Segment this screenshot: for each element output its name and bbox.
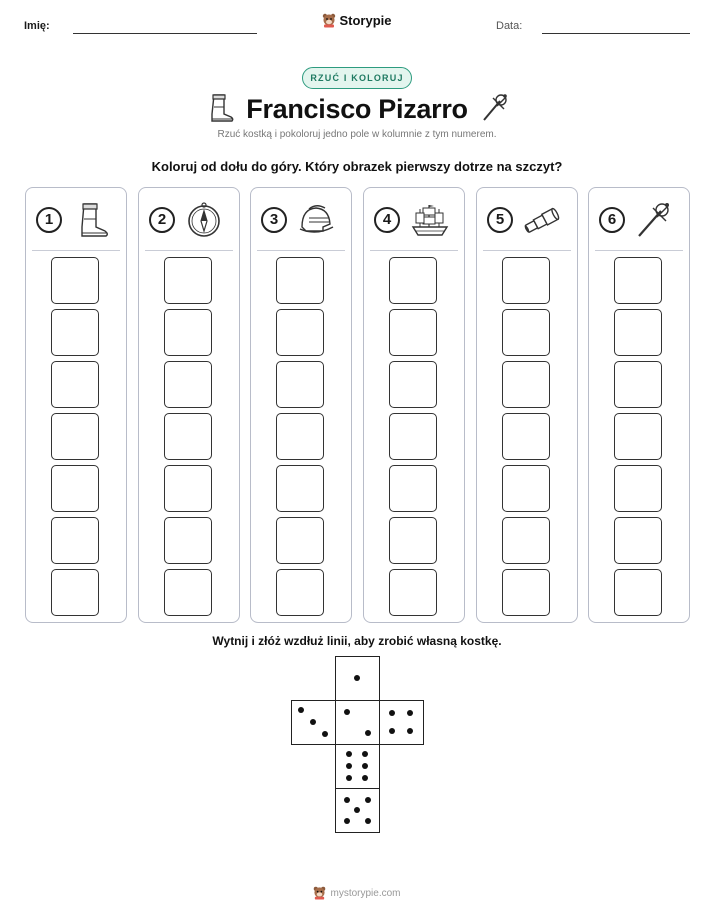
dice-pip	[365, 818, 371, 824]
coloring-cell[interactable]	[164, 257, 212, 304]
coloring-cell[interactable]	[614, 361, 662, 408]
column-3	[250, 187, 352, 623]
coloring-cell[interactable]	[389, 465, 437, 512]
dice-pip	[344, 709, 350, 715]
brand-name: Storypie	[339, 13, 392, 28]
footer	[0, 886, 714, 905]
column-header	[251, 188, 351, 250]
dice-pip	[310, 719, 316, 725]
ship-icon	[408, 200, 450, 240]
coloring-cell[interactable]	[276, 309, 324, 356]
column-6	[588, 187, 690, 623]
dice-pip	[365, 797, 371, 803]
column-number: 4	[374, 207, 400, 233]
coloring-cell[interactable]	[51, 413, 99, 460]
coloring-cell[interactable]	[276, 361, 324, 408]
coloring-cell[interactable]	[51, 361, 99, 408]
cut-instruction: Wytnij i złóż wzdłuż linii, aby zrobić własną kostkę.	[212, 634, 502, 648]
dice-pip	[344, 797, 350, 803]
column-4	[363, 187, 465, 623]
coloring-cell[interactable]	[51, 569, 99, 616]
dice-pip	[407, 728, 413, 734]
dice-pip	[354, 675, 360, 681]
coloring-cell[interactable]	[614, 517, 662, 564]
dice-face-1	[335, 656, 380, 701]
dice-pip	[362, 763, 368, 769]
dice-pip	[407, 710, 413, 716]
bear-logo-icon	[322, 13, 336, 28]
coloring-cell[interactable]	[51, 517, 99, 564]
column-header	[477, 188, 577, 250]
sword-icon	[478, 92, 510, 124]
name-line	[73, 33, 257, 34]
coloring-cell[interactable]	[614, 569, 662, 616]
column-1	[25, 187, 127, 623]
coloring-cell[interactable]	[614, 413, 662, 460]
column-divider	[145, 250, 233, 251]
coloring-cell[interactable]	[164, 569, 212, 616]
coloring-cell[interactable]	[614, 465, 662, 512]
coloring-instruction: Koloruj od dołu do góry. Który obrazek pierwszy dotrze na szczyt?	[151, 159, 563, 174]
coloring-cell[interactable]	[502, 517, 550, 564]
page-title: Francisco Pizarro	[246, 94, 468, 124]
coloring-cell[interactable]	[502, 569, 550, 616]
column-divider	[32, 250, 120, 251]
coloring-cell[interactable]	[51, 465, 99, 512]
dice-pip	[344, 818, 350, 824]
coloring-cell[interactable]	[51, 309, 99, 356]
column-number: 5	[487, 207, 513, 233]
coloring-cell[interactable]	[276, 569, 324, 616]
column-5	[476, 187, 578, 623]
name-label: Imię:	[24, 20, 50, 32]
activity-badge: RZUĆ I KOLORUJ	[302, 67, 412, 89]
column-divider	[370, 250, 458, 251]
column-header	[26, 188, 126, 250]
dice-pip	[346, 751, 352, 757]
dice-pip	[322, 731, 328, 737]
coloring-cell[interactable]	[389, 309, 437, 356]
dice-face-2	[335, 700, 380, 745]
column-header	[139, 188, 239, 250]
coloring-cell[interactable]	[164, 465, 212, 512]
coloring-cell[interactable]	[502, 465, 550, 512]
dice-pip	[362, 775, 368, 781]
column-number: 1	[36, 207, 62, 233]
coloring-cell[interactable]	[502, 413, 550, 460]
dice-pip	[298, 707, 304, 713]
dice-pip	[346, 775, 352, 781]
dice-pip	[346, 763, 352, 769]
coloring-cell[interactable]	[614, 309, 662, 356]
date-line	[542, 33, 690, 34]
coloring-cell[interactable]	[389, 361, 437, 408]
brand-logo	[0, 13, 714, 33]
column-header	[589, 188, 689, 250]
coloring-cell[interactable]	[276, 413, 324, 460]
dice-face-3	[291, 700, 336, 745]
coloring-cell[interactable]	[389, 413, 437, 460]
column-2	[138, 187, 240, 623]
sword-icon	[633, 200, 675, 240]
dice-pip	[354, 807, 360, 813]
column-divider	[595, 250, 683, 251]
column-number: 6	[599, 207, 625, 233]
coloring-cell[interactable]	[276, 517, 324, 564]
coloring-cell[interactable]	[164, 413, 212, 460]
coloring-cell[interactable]	[389, 257, 437, 304]
coloring-cell[interactable]	[502, 361, 550, 408]
column-number: 2	[149, 207, 175, 233]
dice-face-4	[379, 700, 424, 745]
dice-pip	[389, 710, 395, 716]
coloring-cell[interactable]	[164, 517, 212, 564]
helmet-icon	[295, 200, 337, 240]
coloring-cell[interactable]	[51, 257, 99, 304]
subtitle: Rzuć kostką i pokoloruj jedno pole w kolumnie z tym numerem.	[217, 129, 497, 140]
coloring-cell[interactable]	[614, 257, 662, 304]
dice-pip	[365, 730, 371, 736]
column-divider	[483, 250, 571, 251]
coloring-cell[interactable]	[276, 465, 324, 512]
column-number: 3	[261, 207, 287, 233]
coloring-cell[interactable]	[389, 517, 437, 564]
column-header	[364, 188, 464, 250]
dice-face-6	[335, 744, 380, 789]
coloring-cell[interactable]	[502, 309, 550, 356]
dice-pip	[362, 751, 368, 757]
dice-pip	[389, 728, 395, 734]
boot-icon	[70, 200, 112, 240]
coloring-cell[interactable]	[164, 309, 212, 356]
footer-url: mystorypie.com	[330, 887, 401, 899]
date-label: Data:	[496, 20, 523, 32]
bear-logo-icon	[313, 886, 326, 900]
coloring-cell[interactable]	[276, 257, 324, 304]
dice-face-5	[335, 788, 380, 833]
spyglass-icon	[521, 200, 563, 240]
coloring-cell[interactable]	[389, 569, 437, 616]
compass-icon	[183, 200, 225, 240]
coloring-cell[interactable]	[164, 361, 212, 408]
column-divider	[257, 250, 345, 251]
coloring-cell[interactable]	[502, 257, 550, 304]
title-row	[0, 90, 714, 128]
